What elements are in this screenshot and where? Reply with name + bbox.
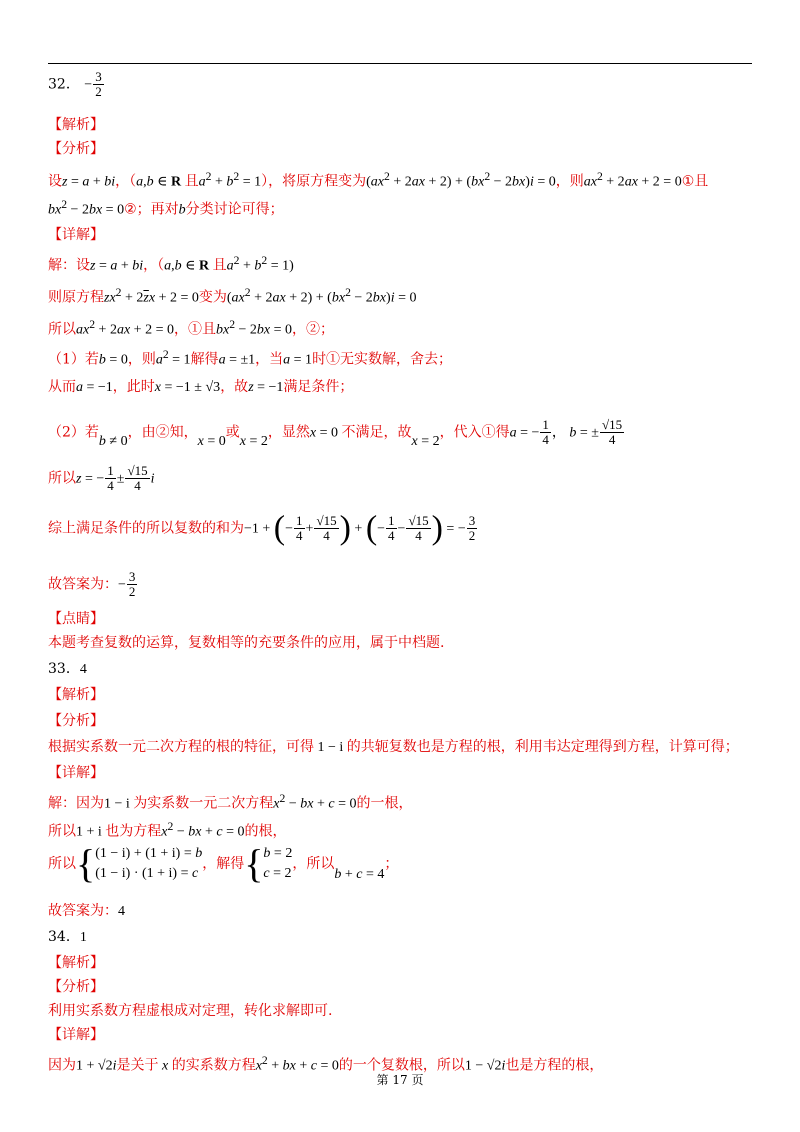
fraction: $\frac{3}{2}$	[95, 69, 102, 99]
label-xiangjie: 【详解】	[48, 1027, 104, 1043]
label-jiexi: 【解析】	[48, 117, 104, 133]
q32-detail-line2: 则原方程$zx^2 + 2\overline{z}x + 2 = 0$变为$(ax^2 + 2ax + 2) + (bx^2 - 2bx)i = 0$	[48, 286, 417, 306]
q32-detail-line1: 解：设z = a + bi，（a,b ∈ R 且$a^2 + b^2 = 1$)	[48, 254, 294, 274]
q32-answer-line: 故答案为：− $\frac{3}{2}$	[48, 569, 136, 599]
q33-answer-line: 故答案为：4	[48, 903, 125, 919]
label-xiangjie: 【详解】	[48, 765, 104, 781]
q32-detail-line3: 所以$ax^2 + 2ax + 2 = 0$，①且$bx^2 - 2bx = 0$，②；	[48, 318, 335, 338]
q32-header: 32． − $\frac{3}{2}$	[48, 69, 102, 99]
q32-analysis-line2: $bx^2 - 2bx$ = 0②；再对b分类讨论可得；	[48, 198, 284, 218]
header-rule	[48, 63, 752, 64]
label-fenxi: 【分析】	[48, 979, 104, 995]
q34-detail-line1: 因为1 + √2i是关于 x 的实系数方程$x^2$ + bx + c = 0的一个复数根，所以1 − √2i也是方程的根，	[48, 1054, 604, 1074]
q32-detail-line5: 从而a = −1，此时x = −1 ± √3，故z = −1满足条件；	[48, 379, 354, 395]
label-xiangjie: 【详解】	[48, 227, 104, 243]
q34-header: 34．1	[48, 929, 87, 945]
q33-detail-line1: 解：因为1 − i 为实系数一元二次方程$x^2$ − bx + c = 0的一根，	[48, 792, 413, 812]
label-jiexi: 【解析】	[48, 687, 104, 703]
label-fenxi: 【分析】	[48, 141, 104, 157]
page-number: 第 17 页	[376, 1073, 424, 1087]
q33-detail-line3: 所以{ (1 − i) + (1 + i) = b (1 − i) · (1 + i) = c ，解得{ b = 2 c = 2 ，所以b + c = 4；	[48, 841, 399, 886]
q34-analysis: 利用实系数方程虚根成对定理，转化求解即可.	[48, 1003, 333, 1019]
q33-detail-line2: 所以1 + i 也为方程$x^2$ − bx + c = 0的根，	[48, 820, 287, 840]
q32-detail-line7: 所以z = − $\frac{1}{4}$ ± $\frac{√15}{4}$ i	[48, 463, 155, 493]
q33-header: 33．4	[48, 661, 87, 677]
q32-analysis-line1: 设z = a + bi，（a,b ∈ R 且$a^2 + b^2 = 1$），将原方程变为$(ax^2 + 2ax + 2) + (bx^2 - 2bx)i = 0$，则$ax^2 + 2ax + 2$ = 0①且	[48, 170, 709, 190]
label-dianjing: 【点睛】	[48, 611, 104, 627]
q33-analysis: 根据实系数一元二次方程的根的特征，可得 1 − i 的共轭复数也是方程的根，利用韦达定理得到方程，计算可得；	[48, 739, 739, 755]
q32-comment: 本题考查复数的运算，复数相等的充要条件的应用，属于中档题.	[48, 635, 445, 651]
label-fenxi: 【分析】	[48, 713, 104, 729]
q32-detail-line6: （2）若b ≠ 0，由②知，x = 0或x = 2，显然x = 0 不满足，故x = 2，代入①得a = − $\frac{1}{4}$ ， b = ± $\frac{√15}{4}$	[48, 417, 623, 449]
label-jiexi: 【解析】	[48, 955, 104, 971]
q32-detail-line4: （1）若b = 0，则$a^2 = 1$解得a = ±1，当a = 1时①无实数解，舍去；	[48, 348, 453, 368]
q32-detail-line8: 综上满足条件的所以复数的和为−1 + (− $\frac{1}{4}$ + $\frac{√15}{4}$ ) + (− $\frac{1}{4}$ − $\frac{√15}{4}$ ) = − $\frac{3}{2}$	[48, 509, 476, 547]
